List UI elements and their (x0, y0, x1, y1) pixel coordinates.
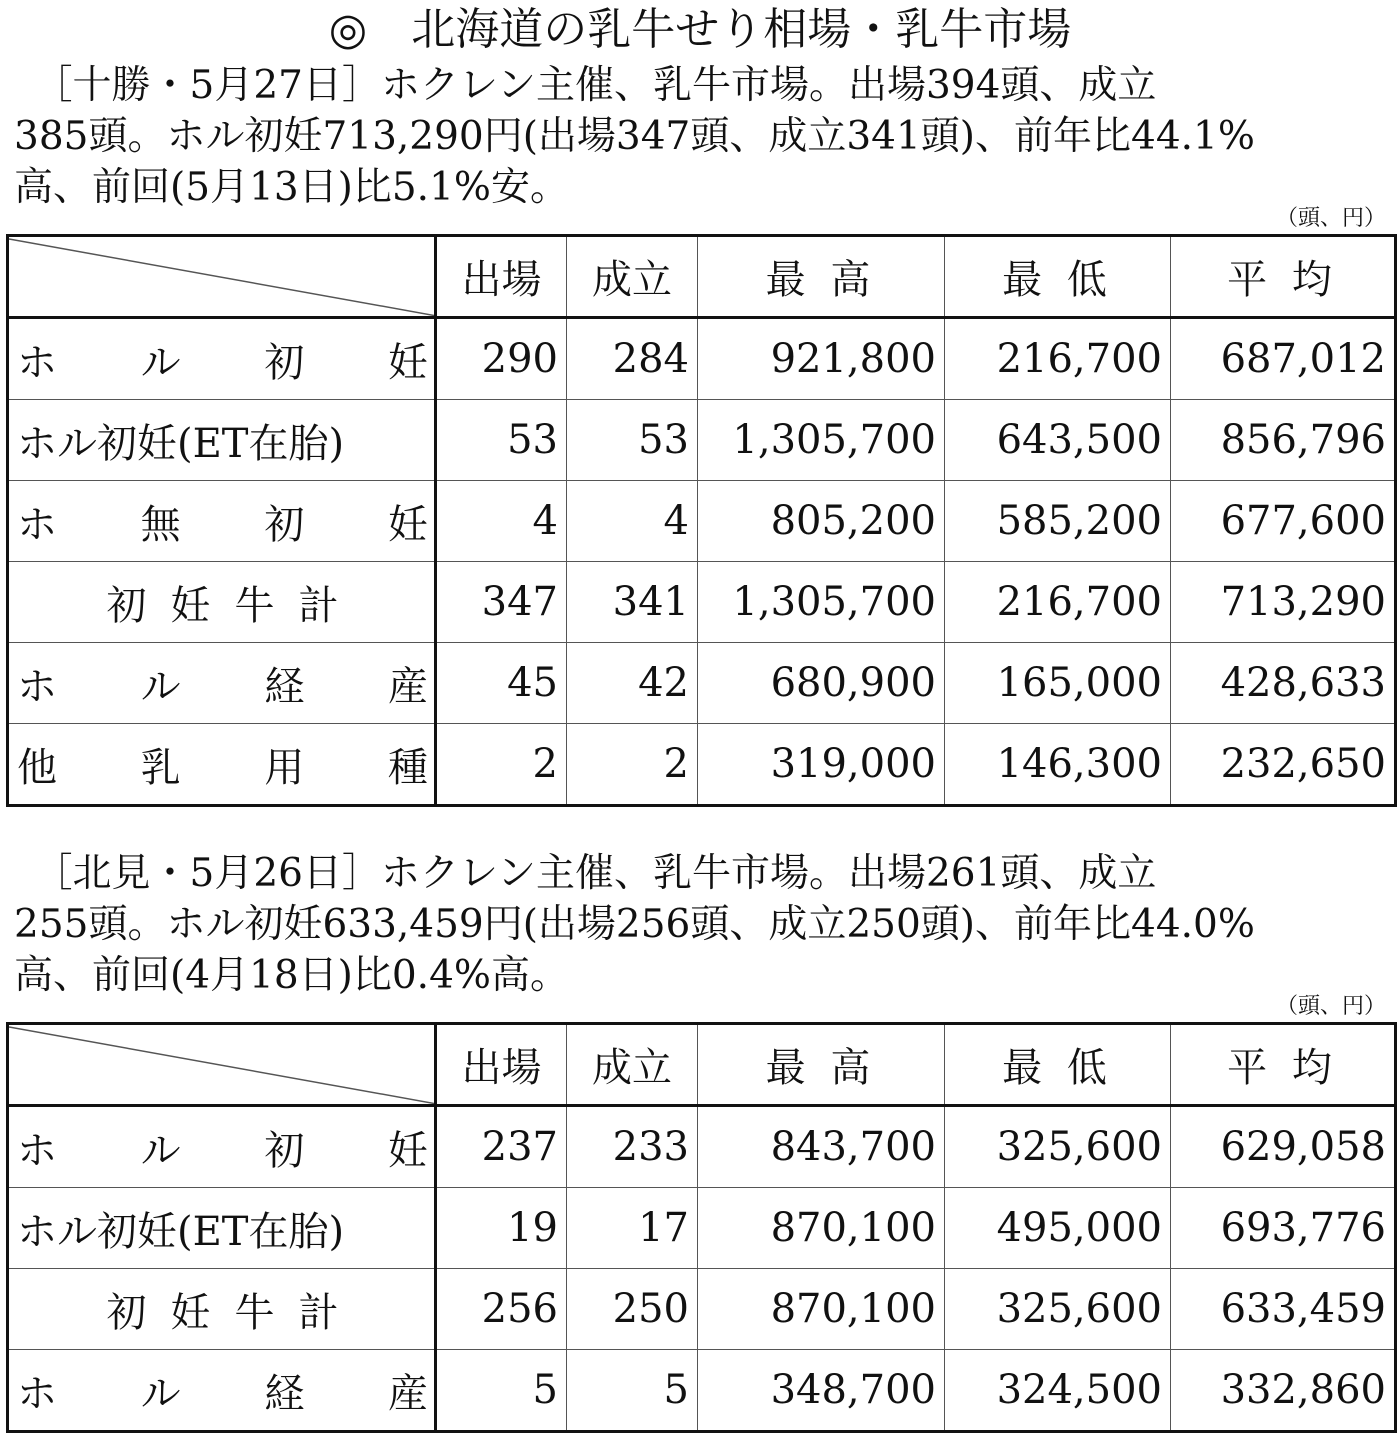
label-char: 無 (140, 501, 181, 548)
value-cell: 233 (567, 1106, 698, 1188)
value-cell: 677,600 (1171, 481, 1396, 562)
label-char: 計 (298, 582, 339, 629)
label-char: 牛 (234, 582, 275, 629)
value-cell: 1,305,700 (698, 400, 945, 481)
value-cell: 2 (436, 724, 567, 806)
value-cell: 42 (567, 643, 698, 724)
header-row (8, 1024, 1396, 1106)
value-cell: 216,700 (945, 318, 1171, 400)
value-cell: 870,100 (698, 1188, 945, 1269)
value-cell: 4 (567, 481, 698, 562)
label-char: ホ (17, 1127, 57, 1174)
value-cell: 53 (567, 400, 698, 481)
value-cell: 325,600 (945, 1106, 1171, 1188)
column-header: 成立 (567, 236, 698, 318)
value-cell: 53 (436, 400, 567, 481)
table-row (8, 400, 1396, 481)
table-row (8, 562, 1396, 643)
paragraph-line: ［北見・5月26日］ホクレン主催、乳牛市場。出場261頭、成立 (14, 851, 1157, 896)
label-char: ホ (17, 663, 57, 710)
label-char: 初 (264, 1127, 305, 1174)
label-char: 産 (387, 1370, 428, 1417)
label-char: ル (140, 339, 181, 386)
paragraph-line: 255頭。ホル初妊633,459円(出場256頭、成立250頭)、前年比44.0% (14, 902, 1255, 947)
paragraph-line: 高、前回(4月18日)比0.4%高。 (14, 953, 569, 998)
value-cell: 216,700 (945, 562, 1171, 643)
value-cell: 232,650 (1171, 724, 1396, 806)
header-row (8, 236, 1396, 318)
value-cell: 284 (567, 318, 698, 400)
label-char: 妊 (387, 501, 428, 548)
value-cell: 332,860 (1171, 1350, 1396, 1432)
value-cell: 4 (436, 481, 567, 562)
paragraph-line: 高、前回(5月13日)比5.1%安。 (14, 165, 569, 210)
value-cell: 348,700 (698, 1350, 945, 1432)
table-row (8, 1350, 1396, 1432)
row-label (8, 562, 436, 643)
corner-cell (8, 1024, 436, 1106)
value-cell: 146,300 (945, 724, 1171, 806)
paragraph-line: 385頭。ホル初妊713,290円(出場347頭、成立341頭)、前年比44.1% (14, 114, 1255, 159)
row-label (8, 318, 436, 400)
page-title: ◎ 北海道の乳牛せり相場・乳牛市場 (328, 4, 1072, 55)
row-label (8, 400, 436, 481)
row-label (8, 643, 436, 724)
column-header: 平 均 (1171, 1024, 1396, 1106)
value-cell: 256 (436, 1269, 567, 1350)
label-char: 用 (264, 744, 305, 791)
value-cell: 347 (436, 562, 567, 643)
table-row (8, 1106, 1396, 1188)
row-label-text (17, 1119, 428, 1176)
table-row (8, 724, 1396, 806)
label-char: 牛 (234, 1289, 275, 1336)
value-cell: 856,796 (1171, 400, 1396, 481)
row-label (8, 1106, 436, 1188)
row-label-text (17, 736, 428, 793)
value-cell: 870,100 (698, 1269, 945, 1350)
column-header: 出場 (436, 236, 567, 318)
label-char: 妊 (170, 1289, 211, 1336)
label-char: ホル初妊(ET在胎) (17, 420, 345, 467)
value-cell: 165,000 (945, 643, 1171, 724)
value-cell: 643,500 (945, 400, 1171, 481)
row-label (8, 1269, 436, 1350)
value-cell: 843,700 (698, 1106, 945, 1188)
row-label-text (17, 1281, 428, 1338)
row-label-text (17, 412, 428, 469)
corner-cell (8, 236, 436, 318)
value-cell: 693,776 (1171, 1188, 1396, 1269)
column-header: 最 高 (698, 236, 945, 318)
table-row (8, 1269, 1396, 1350)
value-cell: 680,900 (698, 643, 945, 724)
label-char: 計 (298, 1289, 339, 1336)
value-cell: 629,058 (1171, 1106, 1396, 1188)
label-char: 妊 (387, 1127, 428, 1174)
value-cell: 45 (436, 643, 567, 724)
value-cell: 290 (436, 318, 567, 400)
value-cell: 19 (436, 1188, 567, 1269)
label-char: ホ (17, 339, 57, 386)
row-label-text (17, 574, 428, 631)
column-header: 成立 (567, 1024, 698, 1106)
column-header: 最 高 (698, 1024, 945, 1106)
unit-note: （頭、円） (1275, 206, 1386, 231)
value-cell: 805,200 (698, 481, 945, 562)
label-char: ル (140, 1370, 181, 1417)
column-header: 最 低 (945, 236, 1171, 318)
value-cell: 324,500 (945, 1350, 1171, 1432)
value-cell: 325,600 (945, 1269, 1171, 1350)
label-char: 初 (106, 582, 147, 629)
row-label (8, 724, 436, 806)
value-cell: 585,200 (945, 481, 1171, 562)
value-cell: 5 (567, 1350, 698, 1432)
table-row (8, 481, 1396, 562)
label-char: 経 (264, 1370, 305, 1417)
label-char: 初 (264, 501, 305, 548)
label-char: ル (140, 663, 181, 710)
diagonal-line (9, 1025, 436, 1104)
column-header: 平 均 (1171, 236, 1396, 318)
label-char: ホ (17, 501, 57, 548)
diagonal-line (9, 237, 436, 316)
row-label-text (17, 331, 428, 388)
value-cell: 237 (436, 1106, 567, 1188)
row-label-text (17, 493, 428, 550)
value-cell: 921,800 (698, 318, 945, 400)
value-cell: 1,305,700 (698, 562, 945, 643)
row-label (8, 1350, 436, 1432)
value-cell: 633,459 (1171, 1269, 1396, 1350)
table-row (8, 1188, 1396, 1269)
label-char: 乳 (140, 744, 181, 791)
market-table (6, 1022, 1397, 1433)
value-cell: 687,012 (1171, 318, 1396, 400)
label-char: 他 (17, 744, 57, 791)
label-char: 経 (264, 663, 305, 710)
table-row (8, 318, 1396, 400)
table-row (8, 643, 1396, 724)
unit-note: （頭、円） (1275, 994, 1386, 1019)
label-char: 初 (106, 1289, 147, 1336)
column-header: 出場 (436, 1024, 567, 1106)
row-label-text (17, 1362, 428, 1419)
value-cell: 428,633 (1171, 643, 1396, 724)
label-char: 産 (387, 663, 428, 710)
value-cell: 495,000 (945, 1188, 1171, 1269)
label-char: 妊 (387, 339, 428, 386)
value-cell: 17 (567, 1188, 698, 1269)
row-label-text (17, 1200, 428, 1257)
label-char: ル (140, 1127, 181, 1174)
value-cell: 713,290 (1171, 562, 1396, 643)
label-char: ホル初妊(ET在胎) (17, 1208, 345, 1255)
column-header: 最 低 (945, 1024, 1171, 1106)
label-char: ホ (17, 1370, 57, 1417)
value-cell: 250 (567, 1269, 698, 1350)
label-char: 妊 (170, 582, 211, 629)
row-label-text (17, 655, 428, 712)
label-char: 初 (264, 339, 305, 386)
label-char: 種 (387, 744, 428, 791)
value-cell: 5 (436, 1350, 567, 1432)
value-cell: 2 (567, 724, 698, 806)
value-cell: 319,000 (698, 724, 945, 806)
row-label (8, 1188, 436, 1269)
value-cell: 341 (567, 562, 698, 643)
row-label (8, 481, 436, 562)
market-table (6, 234, 1397, 807)
paragraph-line: ［十勝・5月27日］ホクレン主催、乳牛市場。出場394頭、成立 (14, 63, 1157, 108)
